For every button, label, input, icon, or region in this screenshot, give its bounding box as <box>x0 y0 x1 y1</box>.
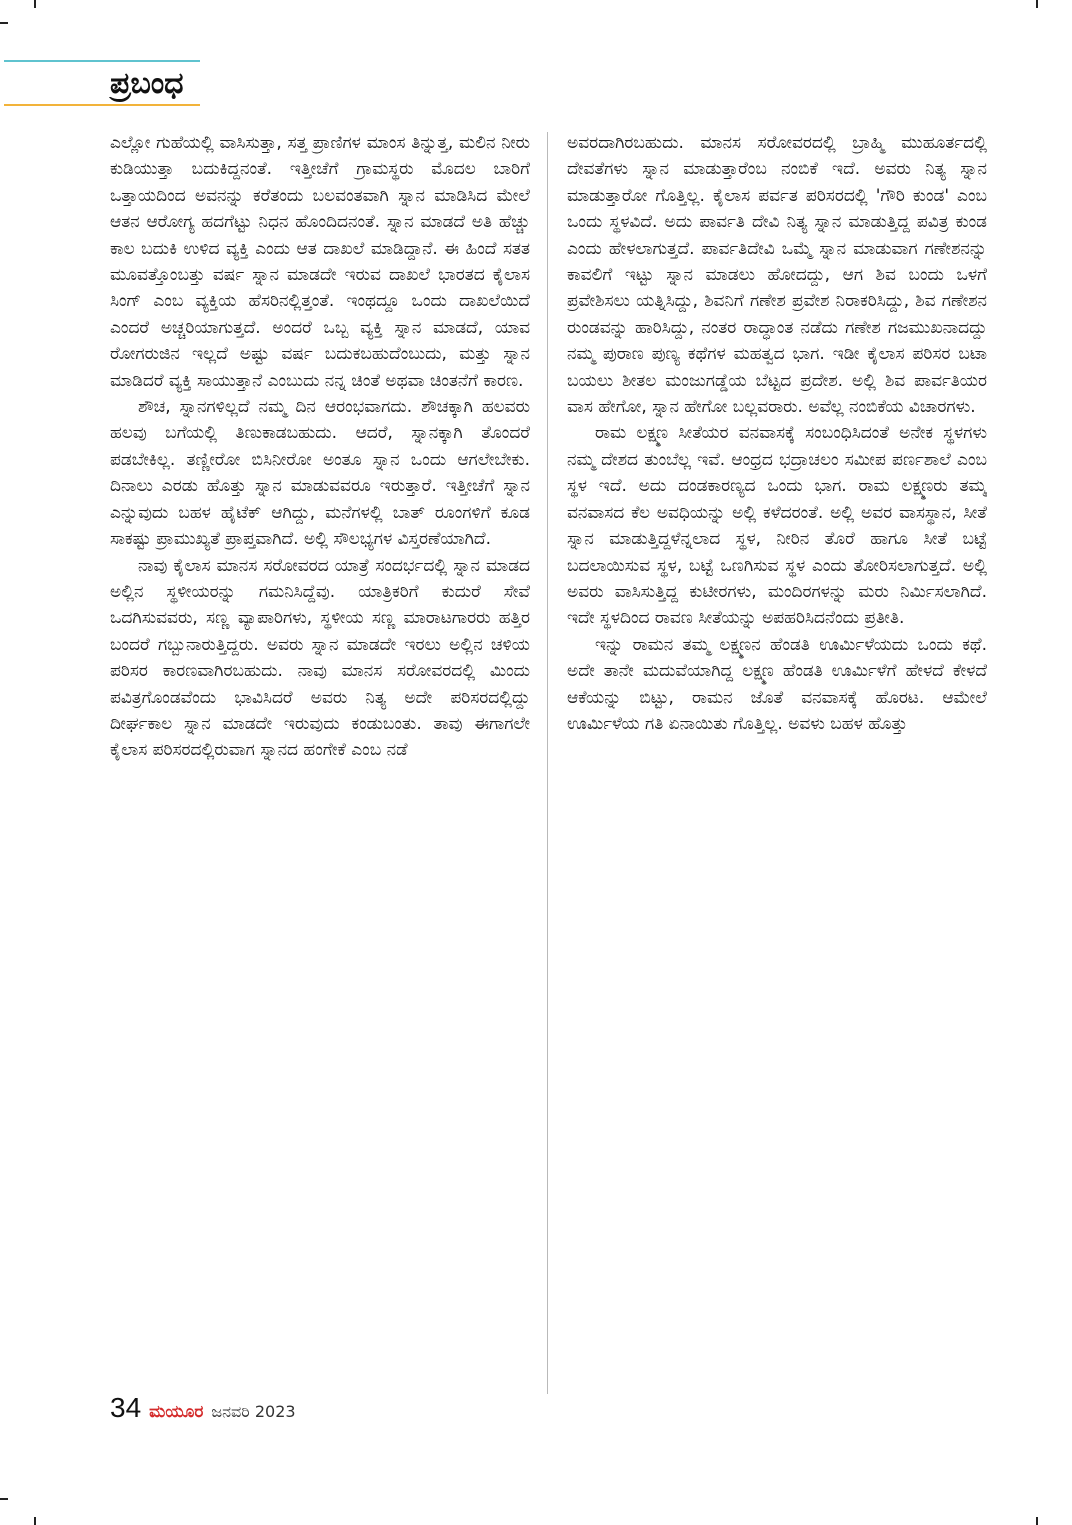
column-divider <box>547 132 548 1394</box>
header-rule-bottom <box>4 104 200 106</box>
paragraph: ನಾವು ಕೈಲಾಸ ಮಾನಸ ಸರೋವರದ ಯಾತ್ರೆ ಸಂದರ್ಭದಲ್ಲಿ ಸ್ನಾನ ಮಾಡದ ಅಲ್ಲಿನ ಸ್ಥಳೀಯರನ್ನು ಗಮನಿಸಿದ್ದೆವು. ಯಾತ್ರಿಕರಿಗೆ ಕುದುರೆ ಸೇವೆ ಒದಗಿಸುವವರು, ಸಣ್ಣ ವ್ಯಾಪಾರಿಗಳು, ಸ್ಥಳೀಯ ಸಣ್ಣ ಮಾರಾಟಗಾರರು ಹತ್ತಿರ ಬಂದರೆ ಗಬ್ಬುನಾರುತ್ತಿದ್ದರು. ಅವರು ಸ್ನಾನ ಮಾಡದೇ ಇರಲು ಅಲ್ಲಿನ ಚಳಿಯ ಪರಿಸರ ಕಾರಣವಾಗಿರಬಹುದು. ನಾವು ಮಾನಸ ಸರೋವರದಲ್ಲಿ ಮಿಂದು ಪವಿತ್ರಗೊಂಡವೆಂದು ಭಾವಿಸಿದರೆ ಅವರು ನಿತ್ಯ ಅದೇ ಪರಿಸರದಲ್ಲಿದ್ದು ದೀರ್ಘಕಾಲ ಸ್ನಾನ ಮಾಡದೇ ಇರುವುದು ಕಂಡುಬಂತು. ತಾವು ಈಗಾಗಲೇ ಕೈಲಾಸ ಪರಿಸರದಲ್ಲಿರುವಾಗ ಸ್ನಾನದ ಹಂಗೇಕೆ ಎಂಬ ನಡೆ <box>110 555 530 761</box>
paragraph: ಅವರದಾಗಿರಬಹುದು. ಮಾನಸ ಸರೋವರದಲ್ಲಿ ಬ್ರಾಹ್ಮಿ ಮುಹೂರ್ತದಲ್ಲಿ ದೇವತೆಗಳು ಸ್ನಾನ ಮಾಡುತ್ತಾರೆಂಬ ನಂಬಿಕೆ ಇದೆ. ಅವರು ನಿತ್ಯ ಸ್ನಾನ ಮಾಡುತ್ತಾರೋ ಗೊತ್ತಿಲ್ಲ. ಕೈಲಾಸ ಪರ್ವತ ಪರಿಸರದಲ್ಲಿ 'ಗೌರಿ ಕುಂಡ' ಎಂಬ ಒಂದು ಸ್ಥಳವಿದೆ. ಅದು ಪಾರ್ವತಿ ದೇವಿ ನಿತ್ಯ ಸ್ನಾನ ಮಾಡುತ್ತಿದ್ದ ಪವಿತ್ರ ಕುಂಡ ಎಂದು ಹೇಳಲಾಗುತ್ತದೆ. ಪಾರ್ವತಿದೇವಿ ಒಮ್ಮೆ ಸ್ನಾನ ಮಾಡುವಾಗ ಗಣೇಶನನ್ನು ಕಾವಲಿಗೆ ಇಟ್ಟು ಸ್ನಾನ ಮಾಡಲು ಹೋದದ್ದು, ಆಗ ಶಿವ ಬಂದು ಒಳಗೆ ಪ್ರವೇಶಿಸಲು ಯತ್ನಿಸಿದ್ದು, ಶಿವನಿಗೆ ಗಣೇಶ ಪ್ರವೇಶ ನಿರಾಕರಿಸಿದ್ದು, ಶಿವ ಗಣೇಶನ ರುಂಡವನ್ನು ಹಾರಿಸಿದ್ದು, ನಂತರ ರಾದ್ಧಾಂತ ನಡೆದು ಗಣೇಶ ಗಜಮುಖನಾದದ್ದು ನಮ್ಮ ಪುರಾಣ ಪುಣ್ಯ ಕಥೆಗಳ ಮಹತ್ವದ ಭಾಗ. ಇಡೀ ಕೈಲಾಸ ಪರಿಸರ ಬಟಾ ಬಯಲು ಶೀತಲ ಮಂಜುಗಡ್ಡೆಯ ಬೆಟ್ಟದ ಪ್ರದೇಶ. ಅಲ್ಲಿ ಶಿವ ಪಾರ್ವತಿಯರ ವಾಸ ಹೇಗೋ, ಸ್ನಾನ ಹೇಗೋ ಬಲ್ಲವರಾರು. ಅವೆಲ್ಲ ನಂಬಿಕೆಯ ವಿಚಾರಗಳು. <box>567 133 987 418</box>
crop-mark <box>34 0 36 8</box>
page-number: 34 <box>110 1392 142 1423</box>
header-rule-top <box>4 60 200 62</box>
page-footer <box>110 1392 296 1432</box>
section-title: ಪ್ರಬಂಧ <box>110 66 184 101</box>
crop-mark <box>1036 0 1038 8</box>
crop-mark <box>0 22 8 24</box>
issue-date: ಜನವರಿ 2023 <box>211 1402 296 1421</box>
article-column-left <box>110 130 530 1380</box>
paragraph: ಇನ್ನು ರಾಮನ ತಮ್ಮ ಲಕ್ಷ್ಮಣನ ಹೆಂಡತಿ ಊರ್ಮಿಳೆಯದು ಒಂದು ಕಥೆ. ಅದೇ ತಾನೇ ಮದುವೆಯಾಗಿದ್ದ ಲಕ್ಷ್ಮಣ ಹೆಂಡತಿ ಊರ್ಮಿಳೆಗೆ ಹೇಳದೆ ಕೇಳದೆ ಆಕೆಯನ್ನು ಬಿಟ್ಟು, ರಾಮನ ಜೊತೆ ವನವಾಸಕ್ಕೆ ಹೊರಟ. ಆಮೇಲೆ ಊರ್ಮಿಳೆಯ ಗತಿ ಏನಾಯಿತು ಗೊತ್ತಿಲ್ಲ. ಅವಳು ಬಹಳ ಹೊತ್ತು <box>567 634 987 734</box>
crop-mark <box>34 1517 36 1525</box>
crop-mark <box>1036 1517 1038 1525</box>
magazine-logo: ಮಯೂರ <box>149 1402 204 1422</box>
paragraph: ಶೌಚ, ಸ್ನಾನಗಳಿಲ್ಲದೆ ನಮ್ಮ ದಿನ ಆರಂಭವಾಗದು. ಶೌಚಕ್ಕಾಗಿ ಹಲವರು ಹಲವು ಬಗೆಯಲ್ಲಿ ತಿಣುಕಾಡಬಹುದು. ಆದರೆ, ಸ್ನಾನಕ್ಕಾಗಿ ತೊಂದರೆ ಪಡಬೇಕಿಲ್ಲ. ತಣ್ಣೀರೋ ಬಿಸಿನೀರೋ ಅಂತೂ ಸ್ನಾನ ಒಂದು ಆಗಲೇಬೇಕು. ದಿನಾಲು ಎರಡು ಹೊತ್ತು ಸ್ನಾನ ಮಾಡುವವರೂ ಇರುತ್ತಾರೆ. ಇತ್ತೀಚೆಗೆ ಸ್ನಾನ ಎನ್ನುವುದು ಬಹಳ ಹೈಟೆಕ್ ಆಗಿದ್ದು, ಮನೆಗಳಲ್ಲಿ ಬಾತ್ ರೂಂಗಳಿಗೆ ಕೂಡ ಸಾಕಷ್ಟು ಪ್ರಾಮುಖ್ಯತೆ ಪ್ರಾಪ್ತವಾಗಿದೆ. ಅಲ್ಲಿ ಸೌಲಭ್ಯಗಳ ವಿಸ್ತರಣೆಯಾಗಿದೆ. <box>110 397 530 550</box>
article-column-right <box>567 130 987 1380</box>
paragraph: ರಾಮ ಲಕ್ಷ್ಮಣ ಸೀತೆಯರ ವನವಾಸಕ್ಕೆ ಸಂಬಂಧಿಸಿದಂತೆ ಅನೇಕ ಸ್ಥಳಗಳು ನಮ್ಮ ದೇಶದ ತುಂಬೆಲ್ಲ ಇವೆ. ಆಂಧ್ರದ ಭದ್ರಾಚಲಂ ಸಮೀಪ ಪರ್ಣಶಾಲೆ ಎಂಬ ಸ್ಥಳ ಇದೆ. ಅದು ದಂಡಕಾರಣ್ಯದ ಒಂದು ಭಾಗ. ರಾಮ ಲಕ್ಷ್ಮಣರು ತಮ್ಮ ವನವಾಸದ ಕೆಲ ಅವಧಿಯನ್ನು ಅಲ್ಲಿ ಕಳೆದರಂತೆ. ಅಲ್ಲಿ ಅವರ ವಾಸಸ್ಥಾನ, ಸೀತೆ ಸ್ನಾನ ಮಾಡುತ್ತಿದ್ದಳೆನ್ನಲಾದ ಸ್ಥಳ, ನೀರಿನ ತೊರೆ ಹಾಗೂ ಸೀತೆ ಬಟ್ಟೆ ಬದಲಾಯಿಸುವ ಸ್ಥಳ, ಬಟ್ಟೆ ಒಣಗಿಸುವ ಸ್ಥಳ ಎಂದು ತೋರಿಸಲಾಗುತ್ತದೆ. ಅಲ್ಲಿ ಅವರು ವಾಸಿಸುತ್ತಿದ್ದ ಕುಟೀರಗಳು, ಮಂದಿರಗಳನ್ನು ಮರು ನಿರ್ಮಿಸಲಾಗಿದೆ. ಇದೇ ಸ್ಥಳದಿಂದ ರಾವಣ ಸೀತೆಯನ್ನು ಅಪಹರಿಸಿದನೆಂದು ಪ್ರತೀತಿ. <box>567 423 987 629</box>
paragraph: ಎಲ್ಲೋ ಗುಹೆಯಲ್ಲಿ ವಾಸಿಸುತ್ತಾ, ಸತ್ತ ಪ್ರಾಣಿಗಳ ಮಾಂಸ ತಿನ್ನುತ್ತ, ಮಲಿನ ನೀರು ಕುಡಿಯುತ್ತಾ ಬದುಕಿದ್ದನಂತೆ. ಇತ್ತೀಚೆಗೆ ಗ್ರಾಮಸ್ಥರು ಮೊದಲ ಬಾರಿಗೆ ಒತ್ತಾಯದಿಂದ ಅವನನ್ನು ಕರೆತಂದು ಬಲವಂತವಾಗಿ ಸ್ನಾನ ಮಾಡಿಸಿದ ಮೇಲೆ ಆತನ ಆರೋಗ್ಯ ಹದಗೆಟ್ಟು ನಿಧನ ಹೊಂದಿದನಂತೆ. ಸ್ನಾನ ಮಾಡದೆ ಅತಿ ಹೆಚ್ಚು ಕಾಲ ಬದುಕಿ ಉಳಿದ ವ್ಯಕ್ತಿ ಎಂದು ಆತ ದಾಖಲೆ ಮಾಡಿದ್ದಾನೆ. ಈ ಹಿಂದೆ ಸತತ ಮೂವತ್ತೊಂಬತ್ತು ವರ್ಷ ಸ್ನಾನ ಮಾಡದೇ ಇರುವ ದಾಖಲೆ ಭಾರತದ ಕೈಲಾಸ ಸಿಂಗ್ ಎಂಬ ವ್ಯಕ್ತಿಯ ಹೆಸರಿನಲ್ಲಿತ್ತಂತೆ. ಇಂಥದ್ದೂ ಒಂದು ದಾಖಲೆಯಿದೆ ಎಂದರೆ ಅಚ್ಚರಿಯಾಗುತ್ತದೆ. ಅಂದರೆ ಒಬ್ಬ ವ್ಯಕ್ತಿ ಸ್ನಾನ ಮಾಡದೆ, ಯಾವ ರೋಗರುಜಿನ ಇಲ್ಲದೆ ಅಷ್ಟು ವರ್ಷ ಬದುಕಬಹುದೆಂಬುದು, ಮತ್ತು ಸ್ನಾನ ಮಾಡಿದರೆ ವ್ಯಕ್ತಿ ಸಾಯುತ್ತಾನೆ ಎಂಬುದು ನನ್ನ ಚಿಂತೆ ಅಥವಾ ಚಿಂತನೆಗೆ ಕಾರಣ. <box>110 133 530 391</box>
crop-mark <box>0 1498 8 1500</box>
